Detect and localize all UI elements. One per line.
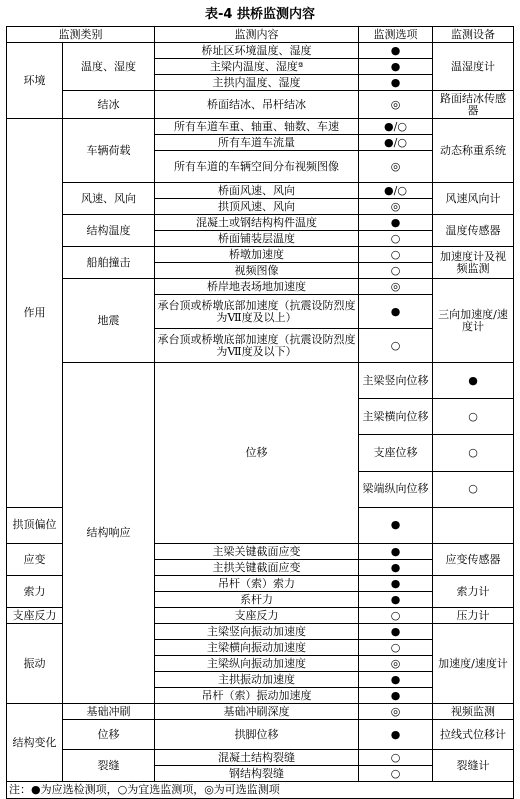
subcategory-cell: 位移 (63, 720, 155, 750)
option-symbol: ○ (359, 608, 433, 624)
subcategory-cell: 索力 (7, 576, 63, 608)
device-cell: 温湿度计 (433, 43, 514, 91)
content-cell: 梁端纵向位移 (359, 471, 433, 507)
option-symbol: ● (359, 576, 433, 592)
option-symbol: ● (433, 363, 514, 399)
option-symbol: ● (359, 688, 433, 704)
subcategory-cell: 结构温度 (63, 215, 155, 247)
note-row (7, 782, 514, 799)
option-symbol: ○ (359, 263, 433, 279)
device-cell: 索力计 (433, 576, 514, 608)
option-symbol: ● (359, 560, 433, 576)
content-cell: 基础冲刷深度 (155, 704, 359, 720)
content-cell: 桥面风速、风向 (155, 183, 359, 199)
option-symbol: ● (359, 544, 433, 560)
option-symbol: ◎ (359, 199, 433, 215)
subcategory-cell: 支座反力 (7, 608, 63, 624)
device-cell: 加速度/速度计 (433, 624, 514, 704)
header-option: 监测选项 (359, 27, 433, 43)
option-symbol: ● (359, 215, 433, 231)
option-symbol: ○ (433, 399, 514, 435)
subcategory-cell: 应变 (7, 544, 63, 576)
option-symbol: ◎ (359, 279, 433, 295)
category-cell: 结构响应 (63, 363, 155, 704)
content-cell: 承台顶或桥墩底部加速度（抗震设防烈度为Ⅶ度及以下） (155, 329, 359, 363)
content-cell: 拱顶偏位 (7, 507, 63, 543)
table-caption: 表-4 拱桥监测内容 (205, 7, 315, 22)
subcategory-cell: 温度、湿度 (63, 43, 155, 91)
subcategory-cell: 裂缝 (63, 750, 155, 782)
content-cell: 承台顶或桥墩底部加速度（抗震设防烈度为Ⅶ度及以上） (155, 295, 359, 329)
content-cell: 拱脚位移 (155, 720, 359, 750)
table-row (7, 183, 514, 199)
table-header (7, 27, 514, 43)
content-cell: 拱顶风速、风向 (155, 199, 359, 215)
option-symbol: ○ (359, 247, 433, 263)
table-body (7, 43, 514, 799)
option-symbol: ○ (359, 766, 433, 782)
subcategory-cell: 船舶撞击 (63, 247, 155, 279)
option-symbol: ●/○ (359, 183, 433, 199)
table-row (7, 363, 514, 399)
table-row (7, 720, 514, 750)
category-cell: 环境 (7, 43, 63, 119)
option-symbol: ● (359, 624, 433, 640)
content-cell: 主拱内温度、湿度 (155, 75, 359, 91)
monitoring-table (6, 26, 514, 799)
content-cell: 吊杆（索）索力 (155, 576, 359, 592)
option-symbol: ● (359, 43, 433, 59)
device-cell: 应变传感器 (433, 544, 514, 576)
option-symbol: ○ (433, 471, 514, 507)
content-cell: 桥面铺装层温度 (155, 231, 359, 247)
content-cell: 主梁竖向位移 (359, 363, 433, 399)
content-cell: 桥址区环境温度、湿度 (155, 43, 359, 59)
option-symbol: ● (359, 75, 433, 91)
option-symbol: ● (359, 720, 433, 750)
content-cell: 桥面结冰、吊杆结冰 (155, 91, 359, 119)
option-symbol: ○ (359, 329, 433, 363)
option-symbol: ◎ (359, 151, 433, 183)
content-cell: 视频图像 (155, 263, 359, 279)
content-cell: 混凝土结构裂缝 (155, 750, 359, 766)
device-cell: 动态称重系统 (433, 119, 514, 183)
category-cell: 作用 (7, 119, 63, 508)
content-cell: 桥墩加速度 (155, 247, 359, 263)
content-cell: 主梁竖向振动加速度 (155, 624, 359, 640)
content-cell: 所有车道车重、轴重、轴数、车速 (155, 119, 359, 135)
option-symbol: ●/○ (359, 119, 433, 135)
option-symbol: ○ (359, 640, 433, 656)
content-cell: 主梁横向振动加速度 (155, 640, 359, 656)
content-cell: 支座反力 (155, 608, 359, 624)
device-cell: 拉线式位移计 (433, 720, 514, 750)
category-cell: 结构变化 (7, 704, 63, 782)
device-cell: 加速度计及视频监测 (433, 247, 514, 279)
table-row (7, 119, 514, 135)
content-cell: 桥岸地表场地加速度 (155, 279, 359, 295)
content-cell: 吊杆（索）振动加速度 (155, 688, 359, 704)
content-cell: 主梁关键截面应变 (155, 544, 359, 560)
option-symbol: ● (359, 295, 433, 329)
option-symbol: ●/○ (359, 135, 433, 151)
option-symbol: ◎ (359, 91, 433, 119)
subcategory-cell: 结冰 (63, 91, 155, 119)
subcategory-cell: 振动 (7, 624, 63, 704)
header-device: 监测设备 (433, 27, 514, 43)
table-row (7, 750, 514, 766)
content-cell: 主拱关键截面应变 (155, 560, 359, 576)
header-content: 监测内容 (155, 27, 359, 43)
table-note: 注：●为应选检测项，○为宜选监测项，◎为可选监测项 (7, 782, 514, 799)
option-symbol: ● (359, 592, 433, 608)
content-cell: 系杆力 (155, 592, 359, 608)
table-row (7, 247, 514, 263)
content-cell: 主拱振动加速度 (155, 672, 359, 688)
table-row (7, 43, 514, 59)
content-cell: 所有车道车流量 (155, 135, 359, 151)
option-symbol: ◎ (359, 656, 433, 672)
option-symbol: ● (359, 672, 433, 688)
option-symbol: ○ (359, 750, 433, 766)
subcategory-cell: 位移 (155, 363, 359, 544)
device-cell: 温度传感器 (433, 215, 514, 247)
option-symbol: ● (359, 59, 433, 75)
content-cell: 所有车道的车辆空间分布视频图像 (155, 151, 359, 183)
device-cell: 视频监测 (433, 704, 514, 720)
content-cell: 支座位移 (359, 435, 433, 471)
option-symbol: ○ (433, 435, 514, 471)
option-symbol: ● (359, 507, 433, 543)
content-cell: 主梁纵向振动加速度 (155, 656, 359, 672)
device-cell: 压力计 (433, 608, 514, 624)
device-cell: 风速风向计 (433, 183, 514, 215)
table-row (7, 704, 514, 720)
content-cell: 混凝土或钢结构构件温度 (155, 215, 359, 231)
subcategory-cell: 地震 (63, 279, 155, 363)
header-category: 监测类别 (7, 27, 155, 43)
table-row (7, 91, 514, 119)
option-symbol: ◎ (359, 704, 433, 720)
subcategory-cell: 车辆荷载 (63, 119, 155, 183)
content-cell: 钢结构裂缝 (155, 766, 359, 782)
option-symbol: ○ (359, 231, 433, 247)
device-cell: 裂缝计 (433, 750, 514, 782)
content-cell: 主梁横向位移 (359, 399, 433, 435)
subcategory-cell: 风速、风向 (63, 183, 155, 215)
table-row (7, 215, 514, 231)
device-cell: 三向加速度/速度计 (433, 279, 514, 363)
table-row (7, 279, 514, 295)
device-cell: 路面结冰传感器 (433, 91, 514, 119)
subcategory-cell: 基础冲刷 (63, 704, 155, 720)
content-cell: 主梁内温度、湿度ª (155, 59, 359, 75)
